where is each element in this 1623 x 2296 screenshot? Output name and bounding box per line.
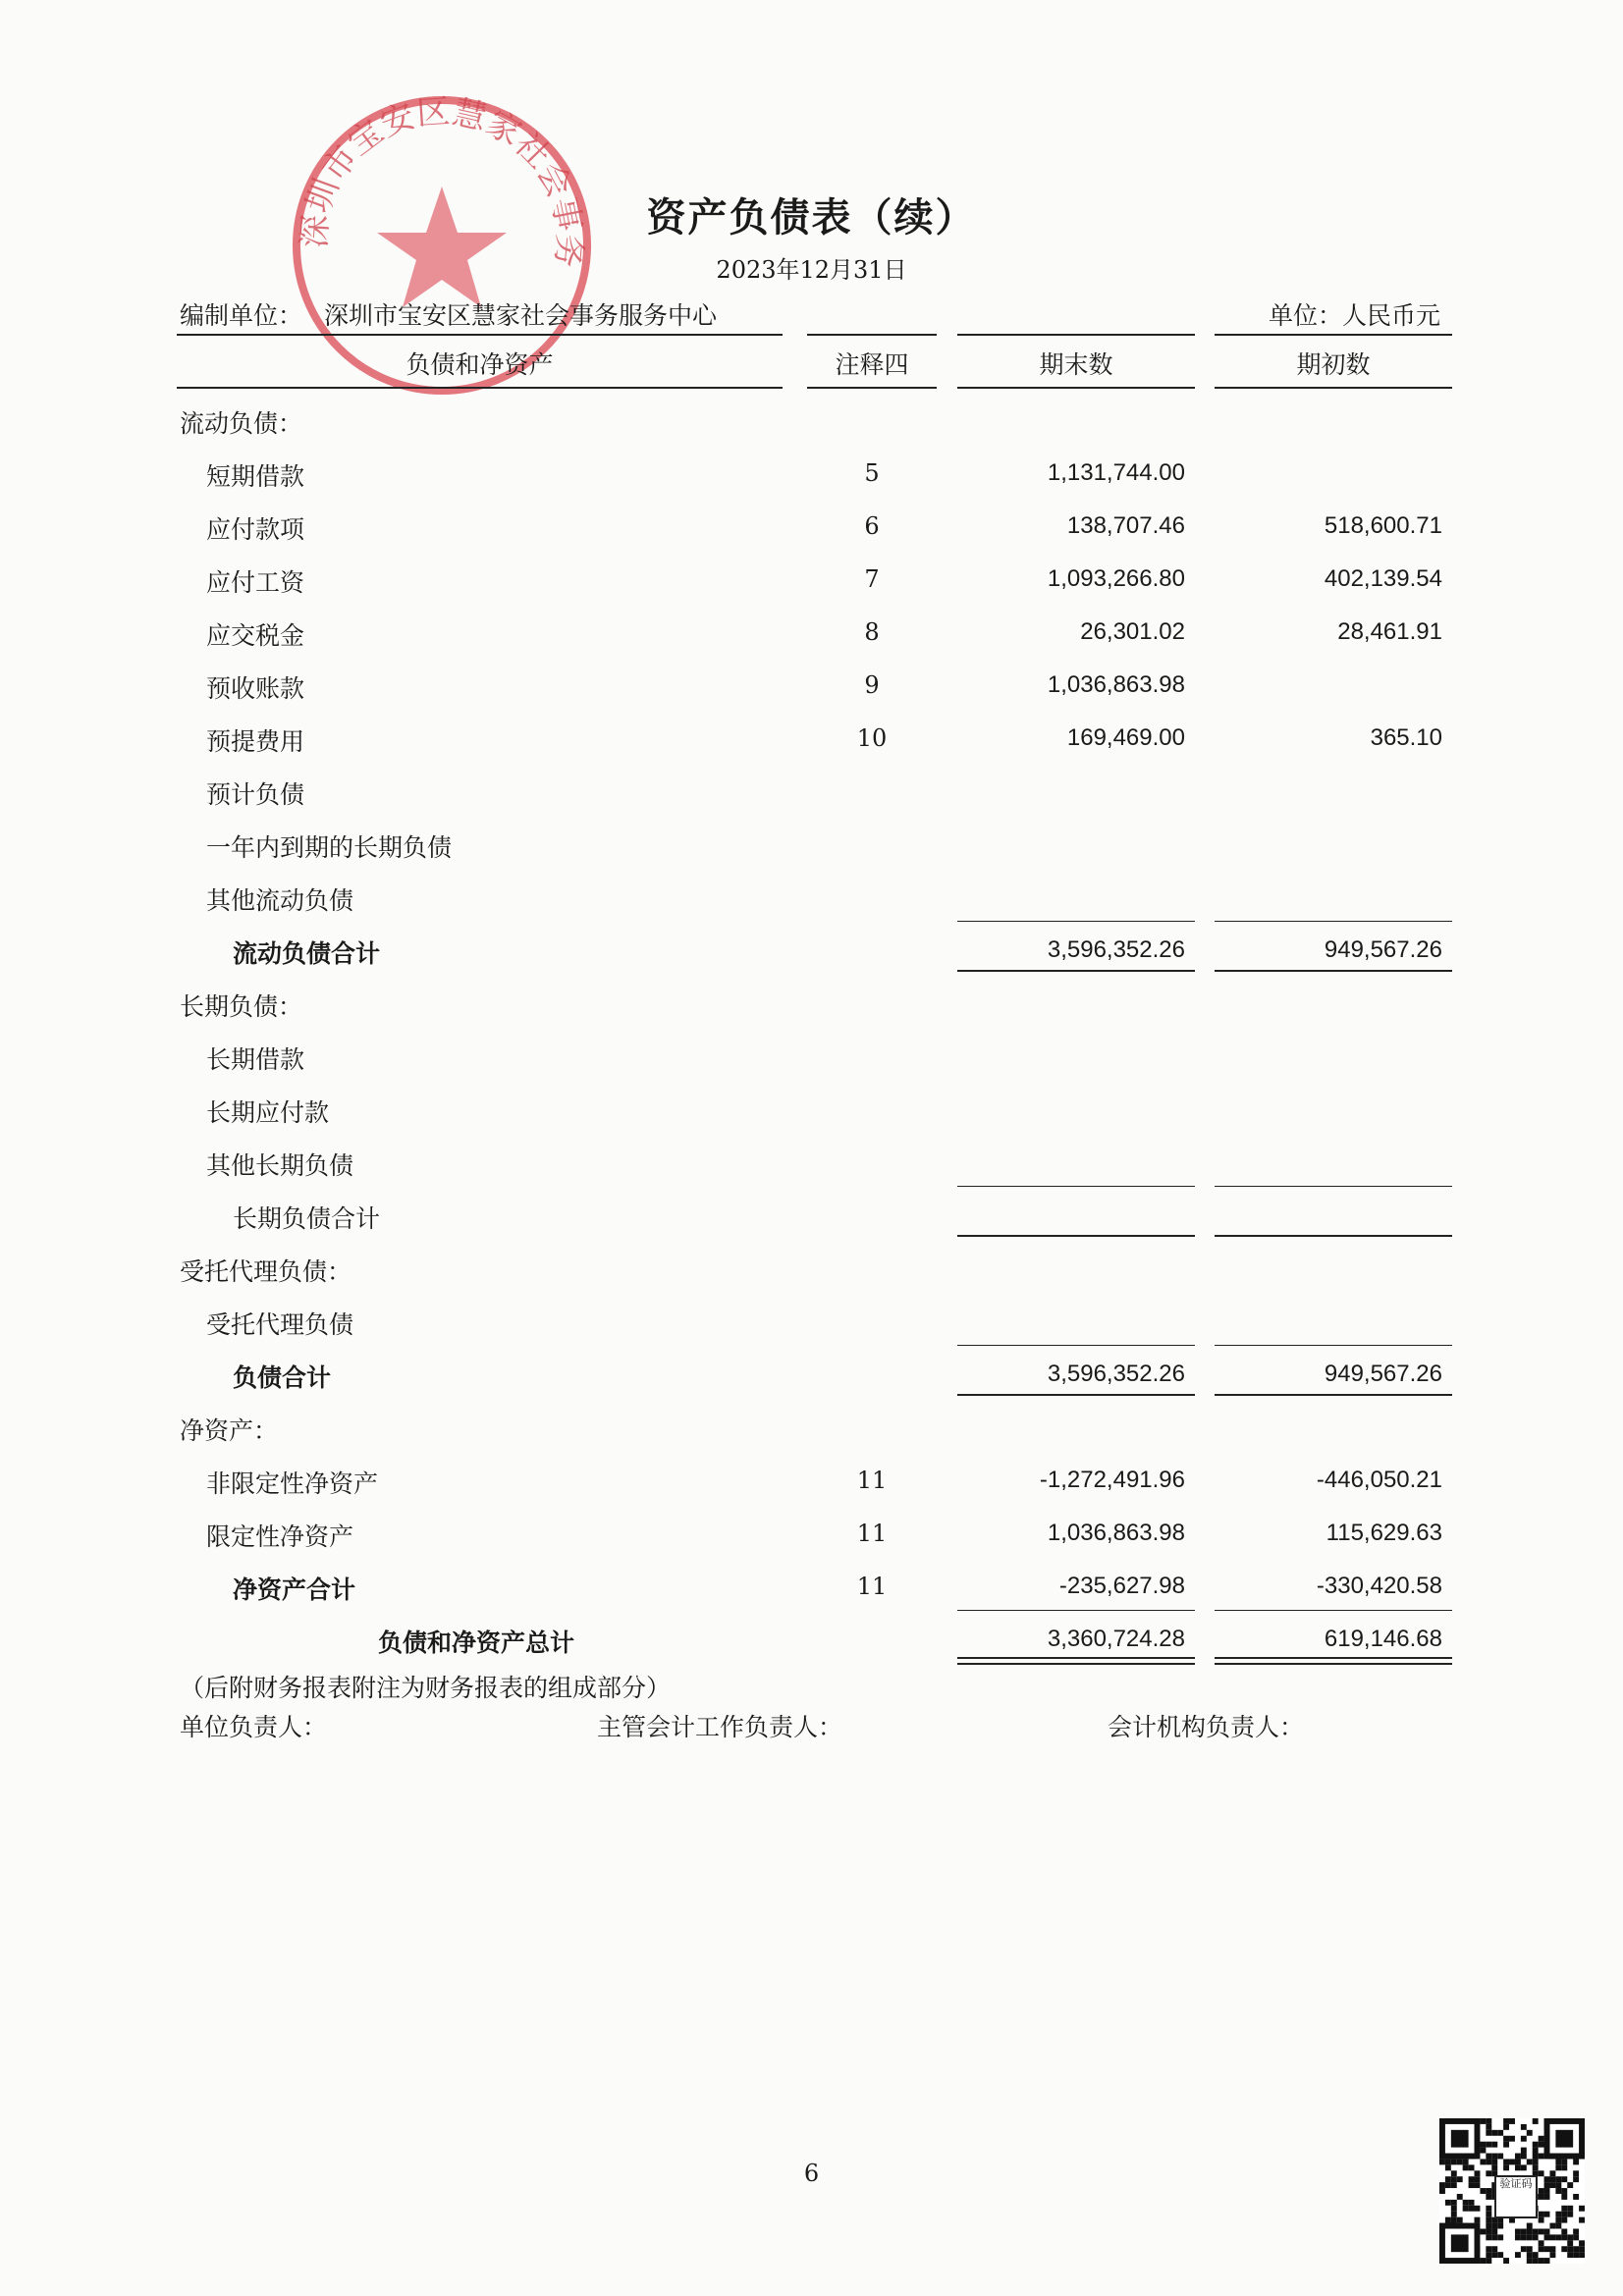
col-header-item: 负债和净资产 [406, 350, 554, 379]
compiler-label: 编制单位： [180, 301, 303, 330]
row-end-value: 3,596,352.26 [1047, 1361, 1185, 1387]
qr-verify-label: 验证码 [1494, 2175, 1538, 2218]
row-label: 短期借款 [206, 462, 305, 491]
total-rule [1215, 1345, 1452, 1346]
total-rule [1215, 921, 1452, 922]
total-rule [957, 1610, 1195, 1611]
row-label: 应付工资 [206, 568, 305, 597]
table-row [0, 764, 1623, 817]
row-label: 流动负债： [180, 409, 303, 438]
total-rule [957, 1186, 1195, 1187]
table-row [0, 1188, 1623, 1241]
report-date: 2023年12月31日 [716, 256, 907, 284]
table-row [0, 1347, 1623, 1400]
total-rule [1215, 1657, 1452, 1659]
table-row [0, 393, 1623, 446]
table-row [0, 1241, 1623, 1294]
row-label: 其他流动负债 [206, 886, 354, 915]
total-rule [957, 970, 1195, 972]
total-rule [1215, 1610, 1452, 1611]
table-row [0, 1135, 1623, 1188]
row-begin-value: -330,420.58 [1316, 1573, 1442, 1599]
row-begin-value: -446,050.21 [1316, 1467, 1442, 1493]
table-row [0, 817, 1623, 870]
row-end-value: -235,627.98 [1058, 1573, 1185, 1599]
row-begin-value: 402,139.54 [1324, 565, 1442, 592]
row-note: 7 [864, 565, 880, 593]
attachment-note: （后附财务报表附注为财务报表的组成部分） [180, 1674, 672, 1702]
col-header-end: 期末数 [1039, 350, 1113, 379]
row-end-value: 1,036,863.98 [1047, 1520, 1185, 1546]
row-note: 11 [856, 1573, 888, 1600]
table-row [0, 605, 1623, 658]
row-begin-value: 115,629.63 [1325, 1520, 1442, 1546]
table-row [0, 923, 1623, 976]
page-number: 6 [803, 2160, 820, 2187]
row-note: 10 [856, 724, 888, 752]
table-row [0, 552, 1623, 605]
table-row [0, 1559, 1623, 1612]
row-label: 应交税金 [206, 621, 305, 650]
row-end-value: 3,360,724.28 [1047, 1626, 1185, 1652]
row-note: 11 [856, 1520, 888, 1547]
row-label: 限定性净资产 [206, 1522, 354, 1551]
report-title: 资产负债表（续） [646, 195, 977, 240]
total-rule [957, 1394, 1195, 1396]
row-end-value: 26,301.02 [1080, 618, 1185, 645]
table-row [0, 1400, 1623, 1453]
total-rule [957, 921, 1195, 922]
row-label: 非限定性净资产 [206, 1469, 379, 1498]
currency-unit: 单位：人民币元 [1269, 301, 1441, 330]
seal-text: 深圳市宝安区慧家社会事务 [295, 93, 589, 270]
table-row [0, 870, 1623, 923]
row-label: 净资产合计 [233, 1575, 356, 1604]
row-label: 受托代理负债： [180, 1257, 352, 1286]
row-label: 长期借款 [206, 1045, 305, 1074]
row-end-value: 169,469.00 [1066, 724, 1185, 751]
col-header-begin: 期初数 [1296, 350, 1371, 379]
row-label: 长期负债合计 [233, 1204, 381, 1233]
row-label: 预提费用 [206, 727, 305, 756]
table-row [0, 1082, 1623, 1135]
total-rule [1215, 970, 1452, 972]
row-note: 9 [864, 671, 880, 699]
total-rule [957, 1657, 1195, 1659]
row-label: 流动负债合计 [233, 939, 381, 968]
total-rule [957, 1345, 1195, 1346]
row-end-value: 138,707.46 [1066, 512, 1185, 539]
col-header-note: 注释四 [835, 350, 909, 379]
row-label: 预收账款 [206, 674, 305, 703]
row-end-value: 1,036,863.98 [1047, 671, 1185, 698]
row-label: 其他长期负债 [206, 1151, 354, 1180]
qr-code [1439, 2118, 1585, 2264]
table-row [0, 1506, 1623, 1559]
row-begin-value: 619,146.68 [1324, 1626, 1442, 1652]
row-note: 11 [856, 1467, 888, 1494]
row-note: 6 [864, 512, 880, 540]
row-label: 净资产： [180, 1416, 279, 1445]
compiler-name: 深圳市宝安区慧家社会事务服务中心 [324, 301, 718, 330]
row-end-value: -1,272,491.96 [1039, 1467, 1185, 1493]
table-row [0, 1029, 1623, 1082]
row-label: 应付款项 [206, 515, 305, 544]
table-row [0, 976, 1623, 1029]
total-rule [1215, 1186, 1452, 1187]
row-label: 预计负债 [206, 780, 305, 809]
total-rule [1215, 1235, 1452, 1237]
row-label: 长期应付款 [206, 1098, 330, 1127]
row-label: 长期负债： [180, 992, 303, 1021]
total-rule [1215, 1394, 1452, 1396]
row-note: 5 [864, 459, 880, 487]
total-rule [957, 1663, 1195, 1665]
row-begin-value: 365.10 [1370, 724, 1442, 751]
row-label: 负债和净资产总计 [378, 1629, 575, 1657]
row-label: 负债合计 [233, 1363, 332, 1392]
total-rule [957, 1235, 1195, 1237]
row-end-value: 1,093,266.80 [1047, 565, 1185, 592]
row-begin-value: 518,600.71 [1324, 512, 1442, 539]
row-begin-value: 949,567.26 [1324, 936, 1442, 963]
row-end-value: 1,131,744.00 [1047, 459, 1185, 486]
row-begin-value: 28,461.91 [1337, 618, 1442, 645]
row-label: 受托代理负债 [206, 1310, 354, 1339]
row-label: 一年内到期的长期负债 [206, 833, 453, 862]
table-row [0, 446, 1623, 499]
accounting-head-signature: 主管会计工作负责人： [597, 1713, 843, 1741]
unit-head-signature: 单位负责人： [180, 1713, 328, 1741]
row-begin-value: 949,567.26 [1324, 1361, 1442, 1387]
table-row [0, 1294, 1623, 1347]
table-row [0, 499, 1623, 552]
table-row [0, 1453, 1623, 1506]
total-rule [1215, 1663, 1452, 1665]
table-row [0, 658, 1623, 711]
row-note: 8 [864, 618, 880, 646]
table-row [0, 711, 1623, 764]
row-end-value: 3,596,352.26 [1047, 936, 1185, 963]
accounting-dept-head-signature: 会计机构负责人： [1108, 1713, 1305, 1741]
